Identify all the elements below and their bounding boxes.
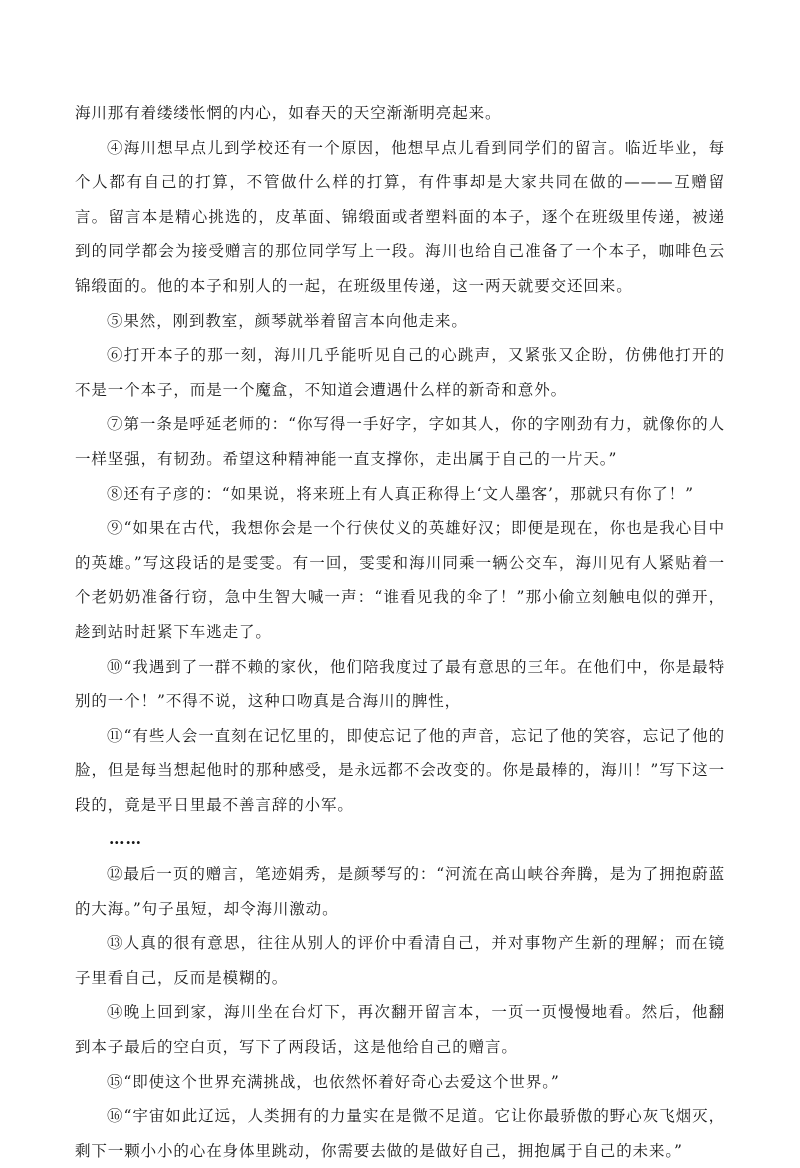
paragraph-16: ⑯“宇宙如此辽远，人类拥有的力量实在是微不足道。它让你最骄傲的野心灰飞烟灭，剩下一颗小小的心在身体里跳动，你需要去做的是做好自己，拥抱属于自己的未来。” <box>75 1107 725 1160</box>
story-text <box>75 96 725 1168</box>
ellipsis-separator: …… <box>109 829 142 849</box>
paragraph-14: ⑭晚上回到家，海川坐在台灯下，再次翻开留言本，一页一页慢慢地看。然后，他翻到本子最后的空白页，写下了两段话，这是他给自己的赠言。 <box>75 1003 725 1057</box>
paragraph-15: ⑮“即使这个世界充满挑战，也依然怀着好奇心去爱这个世界。” <box>107 1072 560 1091</box>
paragraph-11: ⑪“有些人会一直刻在记忆里的，即使忘记了他的声音，忘记了他的笑容，忘记了他的脸，但是每当想起他时的那种感受，是永远都不会改变的。你是最棒的，海川！”写下这一段的，竟是平日里最不善言辞的小军。 <box>75 726 725 814</box>
paragraph-continuation: 海川那有着缕缕怅惘的内心，如春天的天空渐渐明亮起来。 <box>75 104 502 122</box>
paragraph-12: ⑫最后一页的赠言，笔迹娟秀，是颜琴写的：“河流在高山峡谷奔腾，是为了拥抱蔚蓝的大海。”句子虽短，却令海川激动。 <box>75 865 725 918</box>
paragraph-5: ⑤果然，刚到教室，颜琴就举着留言本向他走来。 <box>107 311 468 330</box>
paragraph-10: ⑩“我遇到了一群不赖的家伙，他们陪我度过了最有意思的三年。在他们中，你是最特别的一个！”不得不说，这种口吻真是合海川的脾性， <box>75 657 725 711</box>
paragraph-8: ⑧还有子彦的：“如果说，将来班上有人真正称得上‘文人墨客’，那就只有你了！” <box>107 484 694 503</box>
paragraph-4: ④海川想早点儿到学校还有一个原因，他想早点儿看到同学们的留言。临近毕业，每个人都有自己的打算，不管做什么样的打算，有件事却是大家共同在做的———互赠留言。留言本是精心挑选的，皮革面、锦缎面或者塑料面的本子，逐个在班级里传递，被递到的同学都会为接受赠言的那位同学写上一段。海川也给自己准备了一个本子，咖啡色云锦缎面的。他的本子和别人的一起，在班级里传递，这一两天就要交还回来。 <box>75 138 725 295</box>
paragraph-6: ⑥打开本子的那一刻，海川几乎能听见自己的心跳声，又紧张又企盼，仿佛他打开的不是一个本子，而是一个魔盒，不知道会遭遇什么样的新奇和意外。 <box>75 346 725 399</box>
paragraph-9: ⑨“如果在古代，我想你会是一个行侠仗义的英雄好汉；即便是现在，你也是我心目中的英雄。”写这段话的是雯雯。有一回，雯雯和海川同乘一辆公交车，海川见有人紧贴着一个老奶奶准备行窃，急中生智大喊一声：“谁看见我的伞了！”那小偷立刻触电似的弹开，趁到站时赶紧下车逃走了。 <box>75 519 725 641</box>
paragraph-13: ⑬人真的很有意思，往往从别人的评价中看清自己，并对事物产生新的理解；而在镜子里看自己，反而是模糊的。 <box>75 934 725 987</box>
paragraph-7: ⑦第一条是呼延老师的：“你写得一手好字，字如其人，你的字刚劲有力，就像你的人一样坚强，有韧劲。希望这种精神能一直支撑你，走出属于自己的一片天。” <box>75 415 725 468</box>
